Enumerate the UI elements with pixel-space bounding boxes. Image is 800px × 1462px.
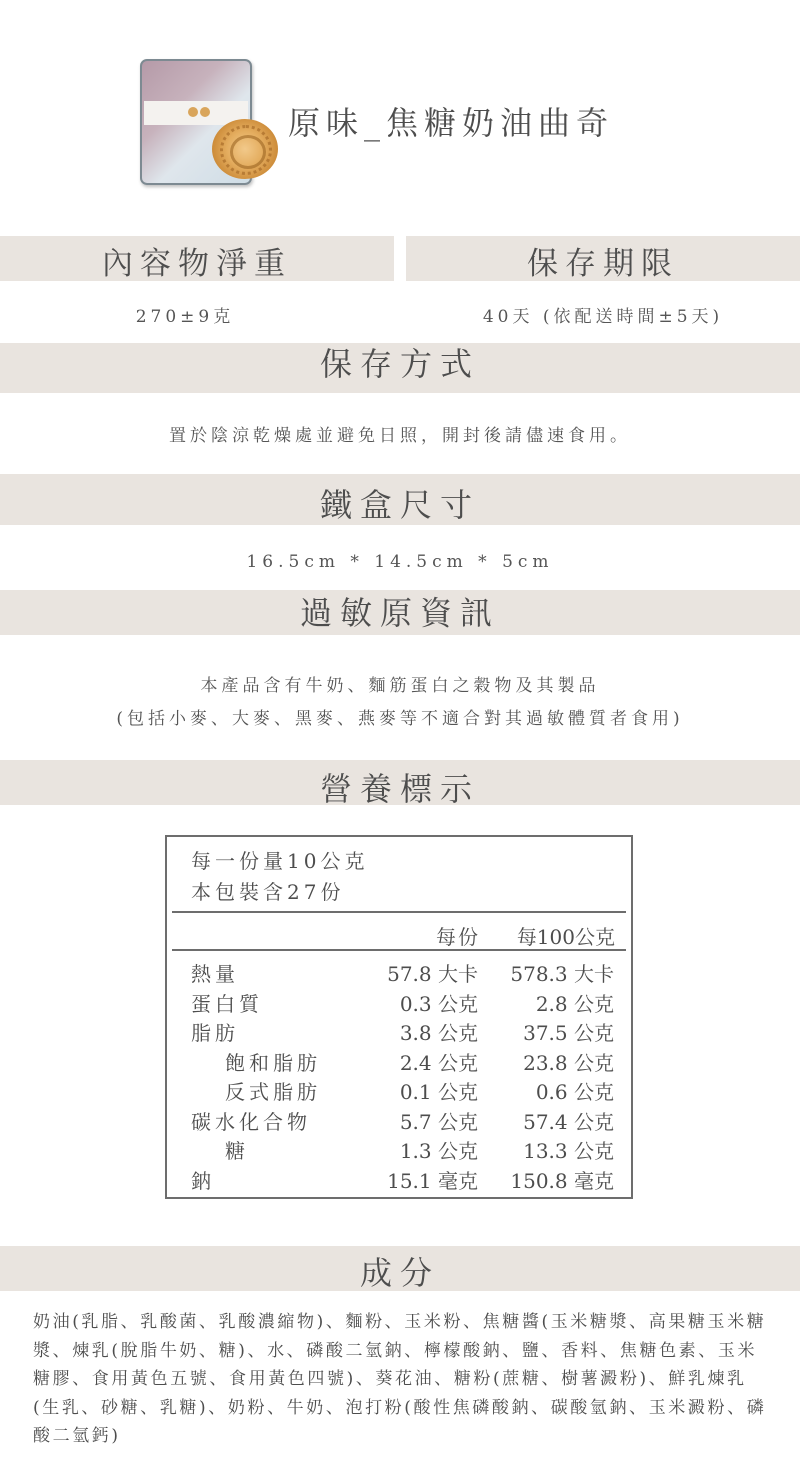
net-weight-header: 內容物淨重 <box>0 236 394 281</box>
table-divider <box>172 911 626 913</box>
table-row <box>0 1047 800 1077</box>
col-header-per-100g: 每100公克 <box>516 925 615 949</box>
table-row <box>0 1165 800 1195</box>
nutrient-name: 糖 <box>225 1139 249 1163</box>
table-row <box>0 958 800 988</box>
allergen-header: 過敏原資訊 <box>0 590 800 635</box>
serving-size: 每一份量10公克 <box>191 849 369 873</box>
table-row <box>0 1106 800 1136</box>
per-100g-value: 150.8 毫克 <box>510 1169 614 1193</box>
table-divider <box>172 949 626 951</box>
per-100g-value: 23.8 公克 <box>523 1051 614 1075</box>
nutrient-name: 熱量 <box>191 962 239 986</box>
per-100g-value: 37.5 公克 <box>523 1021 614 1045</box>
storage-value: 置於陰涼乾燥處並避免日照，開封後請儘速食用。 <box>169 426 631 446</box>
col-header-per-serving: 每份 <box>436 925 480 949</box>
nutrient-name: 脂肪 <box>191 1021 239 1045</box>
allergen-line-2: (包括小麥、大麥、黑麥、燕麥等不適合對其過敏體質者食用) <box>116 709 684 729</box>
per-serving-value: 5.7 公克 <box>399 1110 478 1134</box>
product-image <box>138 57 283 187</box>
product-title: 原味_焦糖奶油曲奇 <box>288 104 615 142</box>
net-weight-value: 270±9克 <box>135 307 235 327</box>
nutrient-name: 反式脂肪 <box>225 1080 321 1104</box>
nutrient-name: 飽和脂肪 <box>225 1051 321 1075</box>
servings-per-package: 本包裝含27份 <box>191 880 345 904</box>
table-row <box>0 988 800 1018</box>
table-row <box>0 1017 800 1047</box>
per-serving-value: 57.8 大卡 <box>387 962 478 986</box>
per-serving-value: 3.8 公克 <box>399 1021 478 1045</box>
ingredients-header: 成分 <box>0 1246 800 1291</box>
per-serving-value: 15.1 毫克 <box>387 1169 478 1193</box>
nutrition-header: 營養標示 <box>0 760 800 805</box>
per-100g-value: 0.6 公克 <box>535 1080 614 1104</box>
storage-header: 保存方式 <box>0 343 800 393</box>
table-row <box>0 1135 800 1165</box>
ingredients-text: 奶油(乳脂、乳酸菌、乳酸濃縮物)、麵粉、玉米粉、焦糖醬(玉米糖漿、高果糖玉米糖漿、煉乳(脫脂牛奶、糖)、水、磷酸二氫鈉、檸檬酸鈉、鹽、香料、焦糖色素、玉米糖膠、食用黃色五號、食用黃色四號)、葵花油、糖粉(蔗糖、樹薯澱粉)、鮮乳煉乳(生乳、砂糖、乳糖)、奶粉、牛奶、泡打粉(酸性焦磷酸鈉、碳酸氫鈉、玉米澱粉、磷酸二氫鈣) <box>33 1312 767 1446</box>
per-100g-value: 57.4 公克 <box>523 1110 614 1134</box>
table-row <box>0 1076 800 1106</box>
tin-size-header: 鐵盒尺寸 <box>0 474 800 525</box>
per-100g-value: 578.3 大卡 <box>510 962 614 986</box>
shelf-life-value: 40天 (依配送時間±5天) <box>482 307 724 327</box>
tin-size-value: 16.5cm * 14.5cm * 5cm <box>246 552 554 572</box>
shelf-life-header: 保存期限 <box>406 236 800 281</box>
per-100g-value: 2.8 公克 <box>535 992 614 1016</box>
per-serving-value: 0.1 公克 <box>399 1080 478 1104</box>
allergen-line-1: 本產品含有牛奶、麵筋蛋白之穀物及其製品 <box>200 676 600 696</box>
per-serving-value: 1.3 公克 <box>399 1139 478 1163</box>
per-100g-value: 13.3 公克 <box>523 1139 614 1163</box>
per-serving-value: 2.4 公克 <box>399 1051 478 1075</box>
cookie-image <box>212 119 278 179</box>
per-serving-value: 0.3 公克 <box>399 992 478 1016</box>
nutrient-name: 蛋白質 <box>191 992 263 1016</box>
nutrient-name: 碳水化合物 <box>191 1110 311 1134</box>
nutrient-name: 鈉 <box>191 1169 215 1193</box>
